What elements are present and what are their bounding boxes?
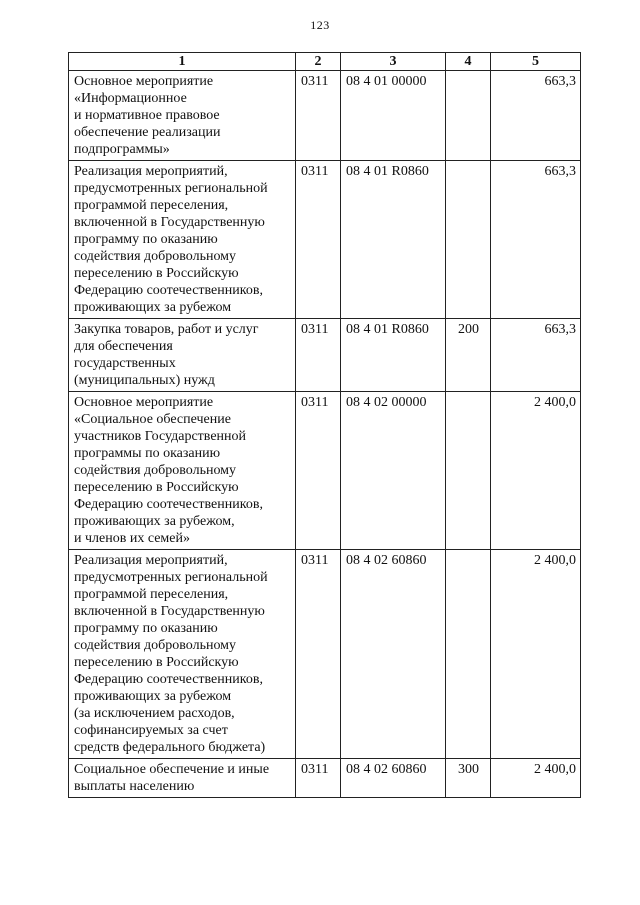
- row-name: Основное мероприятие «Социальное обеспечение участников Государственной программы по оказанию содействия добровольному переселению в Российскую Федерацию соотечественников, проживающих за рубежом, и членов их семей»: [69, 392, 296, 550]
- budget-table: [68, 52, 581, 798]
- row-amount: 663,3: [491, 319, 581, 392]
- row-name: Основное мероприятие «Информационное и нормативное правовое обеспечение реализации подпрограммы»: [69, 71, 296, 161]
- row-name: Реализация мероприятий, предусмотренных региональной программой переселения, включенной в Государственную программу по оказанию содействия добровольному переселению в Российскую Федерацию соотечественников, проживающих за рубежом (за исключением расходов, софинансируемых за счет средств федерального бюджета): [69, 550, 296, 759]
- row-amount: 2 400,0: [491, 392, 581, 550]
- table-row: [69, 319, 581, 392]
- row-amount: 2 400,0: [491, 759, 581, 798]
- header-col-5: 5: [491, 53, 581, 71]
- row-target-code: 08 4 01 R0860: [341, 319, 446, 392]
- header-col-3: 3: [341, 53, 446, 71]
- row-section-code: 0311: [296, 71, 341, 161]
- row-section-code: 0311: [296, 550, 341, 759]
- row-target-code: 08 4 01 00000: [341, 71, 446, 161]
- row-expense-type: [446, 71, 491, 161]
- row-name: Социальное обеспечение и иные выплаты населению: [69, 759, 296, 798]
- table-row: [69, 161, 581, 319]
- row-target-code: 08 4 02 60860: [341, 759, 446, 798]
- header-col-4: 4: [446, 53, 491, 71]
- page-number: 123: [310, 18, 330, 32]
- table-row: [69, 392, 581, 550]
- header-row: [69, 53, 581, 71]
- row-name: Реализация мероприятий, предусмотренных региональной программой переселения, включенной в Государственную программу по оказанию содействия добровольному переселению в Российскую Федерацию соотечественников, проживающих за рубежом: [69, 161, 296, 319]
- row-amount: 663,3: [491, 161, 581, 319]
- header-col-1: 1: [69, 53, 296, 71]
- row-target-code: 08 4 02 60860: [341, 550, 446, 759]
- row-expense-type: [446, 161, 491, 319]
- table-row: [69, 759, 581, 798]
- row-section-code: 0311: [296, 161, 341, 319]
- row-name: Закупка товаров, работ и услуг для обеспечения государственных (муниципальных) нужд: [69, 319, 296, 392]
- row-expense-type: [446, 392, 491, 550]
- table-row: [69, 550, 581, 759]
- row-target-code: 08 4 02 00000: [341, 392, 446, 550]
- row-section-code: 0311: [296, 319, 341, 392]
- row-expense-type: [446, 550, 491, 759]
- row-amount: 2 400,0: [491, 550, 581, 759]
- row-section-code: 0311: [296, 759, 341, 798]
- row-expense-type: 300: [446, 759, 491, 798]
- header-col-2: 2: [296, 53, 341, 71]
- row-amount: 663,3: [491, 71, 581, 161]
- row-section-code: 0311: [296, 392, 341, 550]
- row-expense-type: 200: [446, 319, 491, 392]
- table-row: [69, 71, 581, 161]
- row-target-code: 08 4 01 R0860: [341, 161, 446, 319]
